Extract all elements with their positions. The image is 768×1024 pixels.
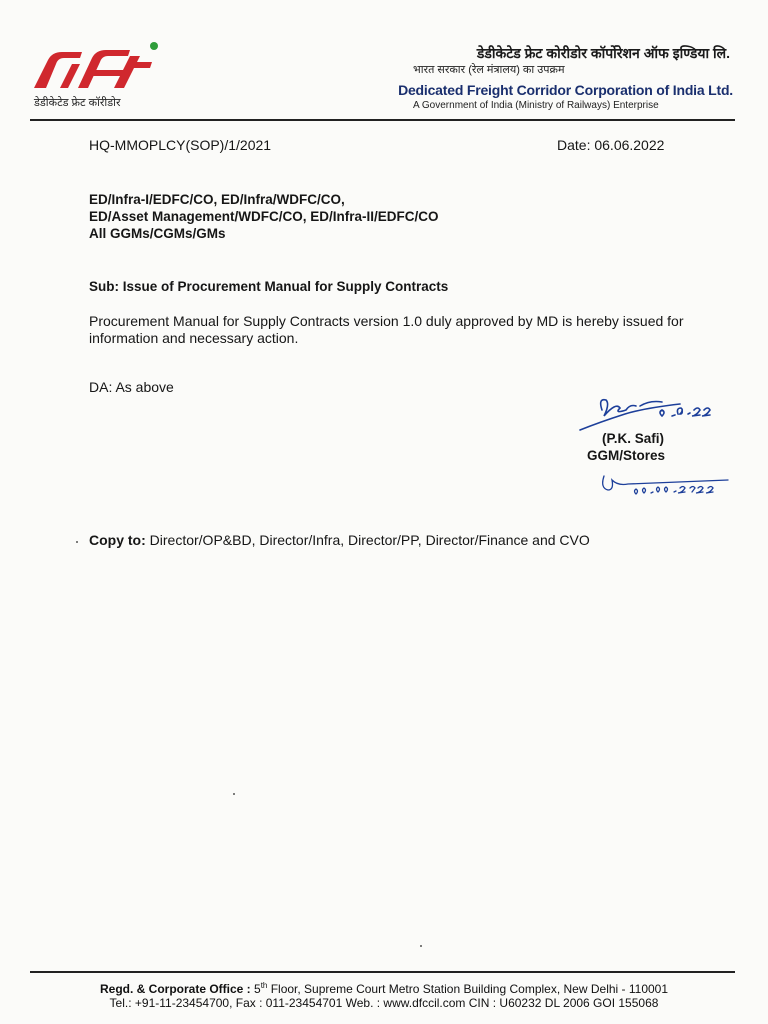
copy-to-line [89,532,590,548]
office-label: Regd. & Corporate Office : [99,982,251,996]
addressee-line: ED/Asset Management/WDFC/CO, ED/Infra-II/EDFC/CO [89,209,439,224]
org-tagline: A Government of India (Ministry of Railways) Enterprise [413,100,659,111]
reference-number: HQ-MMOPLCY(SOP)/1/2021 [89,137,272,153]
header-divider [30,119,735,121]
floor-number: 5 [254,982,261,996]
org-name-hindi: डेडीकेटेड फ्रेट कोरीडोर कॉर्पोरेशन ऑफ इण्डिया लि. [476,45,730,61]
scan-speck [76,541,78,543]
scan-speck [233,793,235,795]
footer-contact: Tel.: +91-11-23454700, Fax : 011-23454701 Web. : www.dfccil.com CIN : U60232 DL 2006 GOI 155068 [109,996,659,1010]
signatory-name: (P.K. Safi) [602,431,665,446]
floor-suffix: th [260,981,268,990]
footer-address [0,981,768,996]
org-name: Dedicated Freight Corridor Corporation of India Ltd. [398,82,733,98]
logo-caption: डेडीकेटेड फ्रेट कॉरीडोर [34,97,121,109]
letter-body: Procurement Manual for Supply Contracts version 1.0 duly approved by MD is hereby issued for information and necessary action. [89,313,684,346]
addressee-line: All GGMs/CGMs/GMs [89,226,226,241]
footer-divider [30,971,735,973]
addressee-block [89,191,439,242]
address-rest: Floor, Supreme Court Metro Station Building Complex, New Delhi - 110001 [267,982,669,996]
enclosure-note: DA: As above [89,379,174,395]
signatory-title: GGM/Stores [587,448,666,463]
addressee-line: ED/Infra-I/EDFC/CO, ED/Infra/WDFC/CO, [89,192,345,207]
scan-speck [420,945,422,947]
copy-to-label: Copy to: [89,532,146,548]
org-sub-hindi: भारत सरकार (रेल मंत्रालय) का उपक्रम [413,64,565,76]
copy-to-recipients: Director/OP&BD, Director/Infra, Director/PP, Director/Finance and CVO [145,532,590,548]
subject-line: Sub: Issue of Procurement Manual for Supply Contracts [89,279,449,294]
dfccil-logo [30,40,165,95]
letter-date: Date: 06.06.2022 [557,137,665,153]
initials-image [598,466,738,500]
